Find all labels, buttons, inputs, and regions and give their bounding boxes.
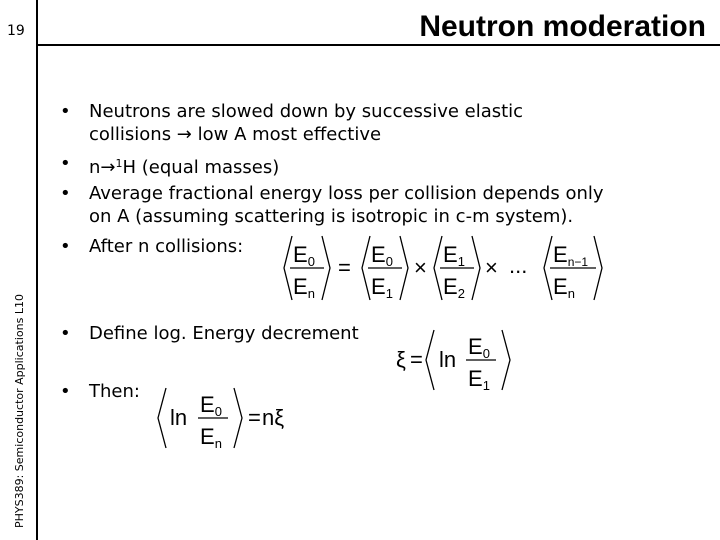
eq-xi-denominator: E	[468, 366, 483, 391]
title-rule	[36, 44, 720, 46]
svg-text:E0	[200, 392, 222, 419]
bullet-marker: •	[60, 381, 71, 402]
eq-ellipsis: ...	[509, 253, 528, 278]
bullet-text: Then:	[89, 381, 140, 402]
eq-f3-denominator: E	[553, 274, 568, 299]
eq-f3-numerator-sub: n−1	[567, 255, 589, 269]
energy-ratio-product-equation	[282, 232, 604, 308]
bullet-marker: •	[60, 236, 71, 257]
course-label: PHYS389: Semiconductor Applications L10	[13, 294, 26, 528]
eq-f1-denominator-sub: 1	[385, 286, 393, 301]
eq-f3-numerator: E	[553, 242, 568, 267]
eq-xi-numerator: E	[468, 334, 483, 359]
bullet-marker: •	[60, 101, 71, 122]
bullet-marker: •	[60, 323, 71, 344]
eq-equals: =	[248, 405, 261, 430]
eq-f1-numerator: E	[371, 242, 386, 267]
svg-text:En	[200, 424, 222, 451]
eq-xi-denominator-sub: 1	[482, 378, 490, 393]
page-title: Neutron moderation	[419, 10, 706, 43]
vertical-rule	[36, 0, 38, 540]
eq-f1-numerator-sub: 0	[385, 254, 393, 269]
bullet-text-post: H (equal masses)	[122, 157, 280, 178]
bullet-marker: •	[60, 153, 71, 174]
eq-f3-denominator-sub: n	[567, 286, 575, 301]
log-energy-decrement-equation	[394, 326, 516, 398]
bullet-text-pre: n→	[89, 157, 116, 178]
bullet-text: After n collisions:	[89, 236, 244, 257]
eq-equals: =	[338, 255, 351, 280]
bullet-text: Define log. Energy decrement	[89, 323, 359, 344]
svg-text:E1	[468, 366, 490, 393]
eq-then-denominator-sub: n	[214, 436, 222, 451]
svg-text:E0	[468, 334, 490, 361]
bullet-marker: •	[60, 183, 71, 204]
page-number: 19	[7, 23, 25, 39]
eq-lhs-denominator: E	[293, 274, 308, 299]
eq-f2-denominator-sub: 2	[457, 286, 465, 301]
eq-equals: =	[410, 347, 423, 372]
bullet-text: Average fractional energy loss per collision depends only	[89, 183, 604, 204]
bullet-text-continuation: on A (assuming scattering is isotropic in c-m system).	[89, 206, 574, 227]
eq-ln: ln	[170, 405, 188, 430]
eq-xi-numerator-sub: 0	[482, 346, 490, 361]
svg-text:E1	[371, 274, 393, 301]
eq-lhs-numerator-sub: 0	[307, 254, 315, 269]
eq-then-numerator-sub: 0	[214, 404, 222, 419]
bullet-text	[89, 152, 279, 179]
eq-xi-symbol: ξ	[396, 347, 406, 372]
svg-text:En	[553, 274, 575, 301]
svg-text:En−1	[553, 242, 588, 269]
eq-rhs: nξ	[262, 405, 285, 430]
eq-f2-denominator: E	[443, 274, 458, 299]
svg-text:En	[293, 274, 315, 301]
eq-then-numerator: E	[200, 392, 215, 417]
bullet-text-sup: 1	[115, 157, 123, 170]
eq-f2-numerator: E	[443, 242, 458, 267]
eq-lhs-numerator: E	[293, 242, 308, 267]
svg-text:E0	[293, 242, 315, 269]
eq-f2-numerator-sub: 1	[457, 254, 465, 269]
eq-lhs-denominator-sub: n	[307, 286, 315, 301]
eq-times: ×	[485, 255, 498, 280]
svg-text:E0	[371, 242, 393, 269]
svg-text:E2	[443, 274, 465, 301]
eq-ln: ln	[439, 347, 457, 372]
bullet-text-continuation: collisions → low A most effective	[89, 124, 382, 145]
eq-f1-denominator: E	[371, 274, 386, 299]
eq-then-denominator: E	[200, 424, 215, 449]
eq-times: ×	[414, 255, 427, 280]
then-equation	[156, 384, 288, 456]
bullet-text: Neutrons are slowed down by successive elastic	[89, 101, 524, 122]
svg-text:E1	[443, 242, 465, 269]
